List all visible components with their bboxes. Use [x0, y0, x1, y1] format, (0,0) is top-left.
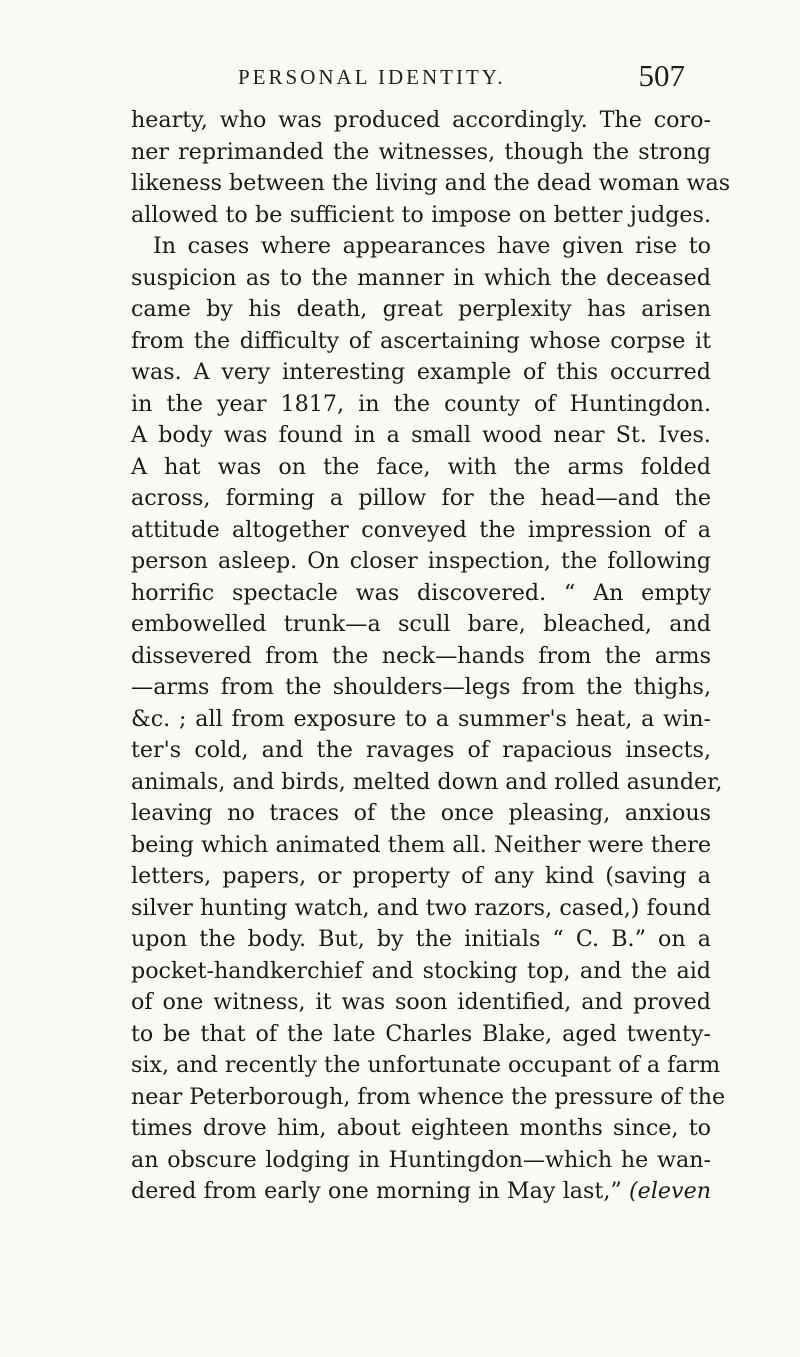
text-line: six, and recently the unfortunate occupant of a farm [131, 1052, 721, 1078]
paragraph-first-line: In cases where appearances have given rise to [153, 233, 711, 259]
text-line: ter's cold, and the ravages of rapacious insects, [131, 737, 711, 763]
text-line: dissevered from the neck—hands from the arms [131, 642, 711, 669]
text-line: —arms from the shoulders—legs from the thighs, [131, 674, 711, 700]
text-line: letters, papers, or property of any kind (saving a [131, 863, 711, 889]
text-line: of one witness, it was soon identified, and proved [131, 989, 711, 1015]
text-line: in the year 1817, in the county of Huntingdon. [131, 390, 711, 417]
text-line: to be that of the late Charles Blake, aged twenty- [131, 1020, 711, 1047]
text-line: an obscure lodging in Huntingdon—which he wan- [131, 1146, 711, 1173]
last-text-line [131, 1176, 711, 1208]
text-line: attitude altogether conveyed the impression of a [131, 516, 711, 543]
text-line: suspicion as to the manner in which the deceased [131, 264, 711, 291]
text-line: times drove him, about eighteen months since, to [131, 1115, 711, 1141]
text-line: horrific spectacle was discovered. “ An empty [131, 579, 711, 606]
text-line: pocket-handkerchief and stocking top, and the aid [131, 957, 711, 984]
text-line: came by his death, great perplexity has arisen [131, 296, 711, 322]
text-line: near Peterborough, from whence the pressure of the [131, 1083, 726, 1110]
text-line: leaving no traces of the once pleasing, anxious [131, 800, 711, 826]
text-line: animals, and birds, melted down and rolled asunder, [131, 768, 723, 795]
text-line: A body was found in a small wood near St. Ives. [131, 422, 711, 448]
text-line: ner reprimanded the witnesses, though the strong [131, 138, 711, 165]
page-number: 507 [638, 58, 685, 93]
text-line: likeness between the living and the dead woman was [131, 170, 731, 196]
last-line-text: dered from early one morning in May last,” [131, 1178, 622, 1204]
text-line: &c. ; all from exposure to a summer's heat, a win- [131, 705, 711, 732]
text-line: person asleep. On closer inspection, the following [131, 548, 711, 574]
text-line: allowed to be sufficient to impose on better judges. [131, 201, 711, 228]
text-line: across, forming a pillow for the head—and the [131, 485, 711, 511]
text-line: from the difficulty of ascertaining whose corpse it [131, 327, 711, 354]
text-line: being which animated them all. Neither were there [131, 831, 711, 858]
text-line: was. A very interesting example of this occurred [131, 359, 711, 385]
text-line: silver hunting watch, and two razors, cased,) found [131, 894, 711, 921]
italic-continuation: (eleven [629, 1178, 711, 1204]
text-line: embowelled trunk—a scull bare, bleached, and [131, 611, 711, 637]
body-text [131, 105, 731, 1208]
text-line: upon the body. But, by the initials “ C. B.” on a [131, 926, 711, 952]
running-head: PERSONAL IDENTITY. [238, 65, 506, 89]
text-line: A hat was on the face, with the arms folded [131, 453, 711, 480]
text-line: hearty, who was produced accordingly. The coro- [131, 107, 711, 133]
